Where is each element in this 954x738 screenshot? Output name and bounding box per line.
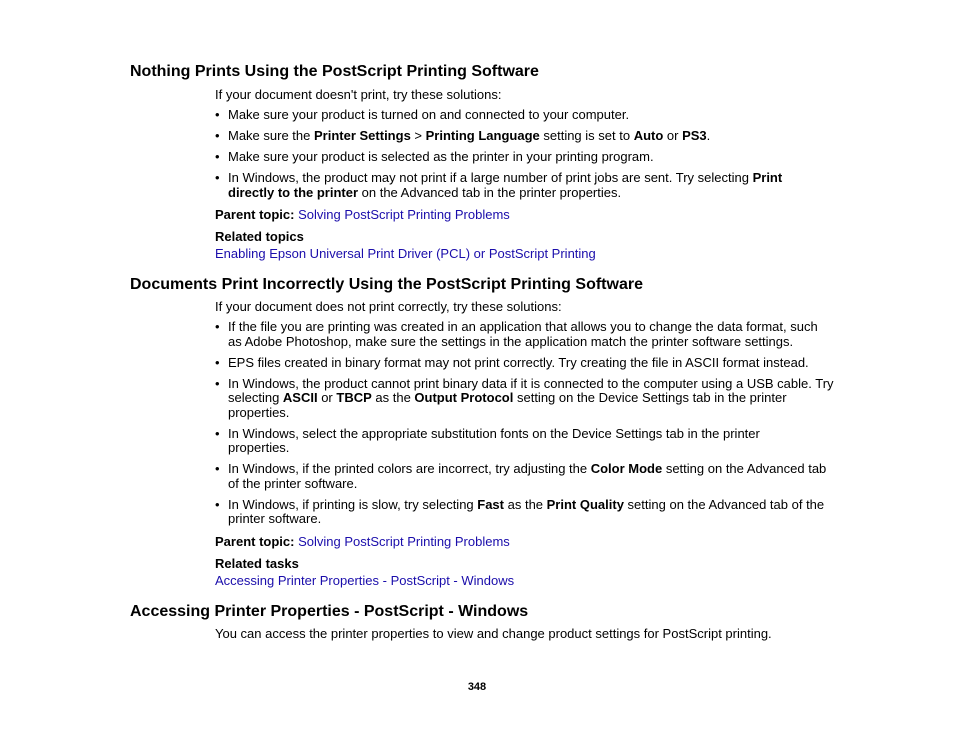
list-item: • EPS files created in binary format may not print correctly. Try creating the file in ASCII format instead. bbox=[215, 356, 835, 371]
section-title-nothing-prints: Nothing Prints Using the PostScript Printing Software bbox=[130, 63, 539, 80]
solution-list bbox=[215, 320, 835, 533]
section-intro: If your document doesn't print, try these solutions: bbox=[215, 87, 502, 102]
parent-topic-link[interactable]: Solving PostScript Printing Problems bbox=[298, 207, 510, 222]
section-title-accessing-printer-properties: Accessing Printer Properties - PostScript - Windows bbox=[130, 603, 529, 620]
list-item: • Make sure your product is turned on and connected to your computer. bbox=[215, 108, 835, 123]
solution-list bbox=[215, 108, 835, 207]
section-intro: If your document does not print correctly, try these solutions: bbox=[215, 299, 562, 314]
related-topic-link[interactable]: Enabling Epson Universal Print Driver (PCL) or PostScript Printing bbox=[215, 246, 596, 261]
related-topics bbox=[215, 246, 596, 261]
related-topics-label: Related topics bbox=[215, 229, 304, 244]
related-tasks bbox=[215, 573, 514, 588]
list-item: • In Windows, if the printed colors are incorrect, try adjusting the Color Mode setting on the Advanced tab of the printer software. bbox=[215, 462, 828, 491]
parent-topic: Parent topic: Solving PostScript Printing Problems bbox=[215, 534, 510, 549]
list-item: • In Windows, the product may not print if a large number of print jobs are sent. Try selecting Print directly to the printer on the Advanced tab in the printer properties. bbox=[215, 171, 788, 200]
parent-topic: Parent topic: Solving PostScript Printing Problems bbox=[215, 207, 510, 222]
list-item: • In Windows, the product cannot print binary data if it is connected to the computer using a USB cable. Try selecting ASCII or TBCP as the Output Protocol setting on the Device Settings tab in the printer properties. bbox=[215, 377, 835, 421]
list-item: • If the file you are printing was created in an application that allows you to change the data format, such as Adobe Photoshop, make sure the settings in the application match the printer software settings. bbox=[215, 320, 835, 349]
list-item: • Make sure the Printer Settings > Printing Language setting is set to Auto or PS3. bbox=[215, 129, 835, 144]
list-item: • Make sure your product is selected as the printer in your printing program. bbox=[215, 150, 835, 165]
list-item: • In Windows, select the appropriate substitution fonts on the Device Settings tab in the printer properties. bbox=[215, 427, 788, 456]
section-intro: You can access the printer properties to view and change product settings for PostScript printing. bbox=[215, 626, 772, 641]
list-item: • In Windows, if printing is slow, try selecting Fast as the Print Quality setting on the Advanced tab of the printer software. bbox=[215, 498, 828, 527]
related-tasks-label: Related tasks bbox=[215, 556, 299, 571]
parent-topic-link[interactable]: Solving PostScript Printing Problems bbox=[298, 534, 510, 549]
section-title-documents-print-incorrectly: Documents Print Incorrectly Using the PostScript Printing Software bbox=[130, 276, 643, 293]
page-number: 348 bbox=[467, 681, 487, 693]
related-task-link[interactable]: Accessing Printer Properties - PostScript - Windows bbox=[215, 573, 515, 588]
